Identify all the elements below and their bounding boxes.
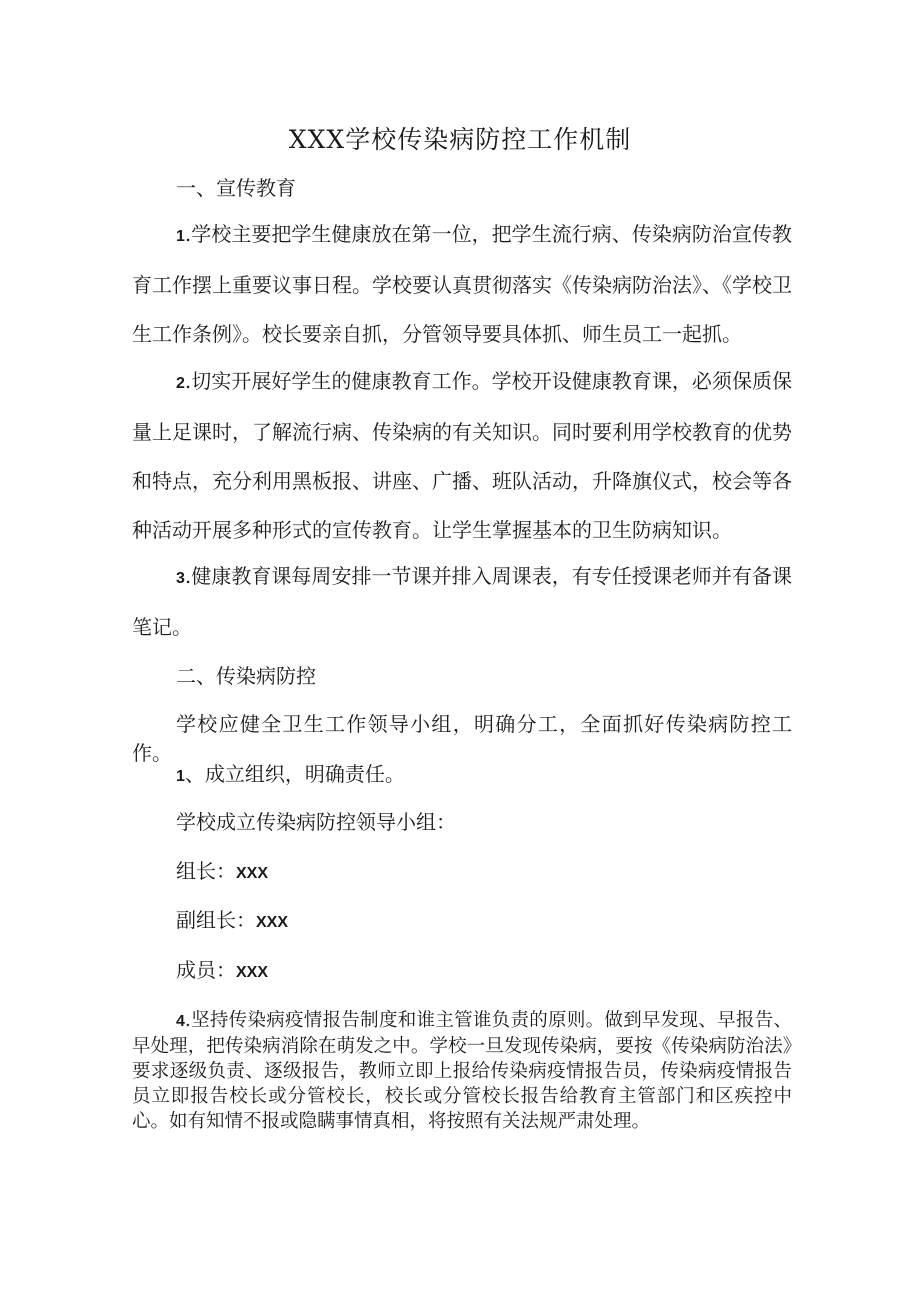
item-number: 2: [176, 375, 185, 392]
item-text: .学校主要把学生健康放在第一位，把学生流行病、传染病防治宣传教育工作摆上重要议事日程。学校要认真贯彻落实《传染病防治法》、《学校卫生工作条例》。校长要亲自抓，分管领导要具体抓、师生员工一起抓。: [132, 222, 792, 346]
members-name: XXX: [236, 964, 269, 981]
deputy-name: XXX: [256, 914, 289, 931]
group-label: 学校成立传染病防控领导小组：: [176, 810, 456, 834]
section1-item-1: [132, 210, 792, 359]
group-deputy: [132, 904, 792, 933]
leader-name: XXX: [236, 865, 269, 882]
item-number: 4: [176, 1013, 185, 1030]
leader-label: 组长：: [176, 859, 236, 883]
item-number: 3: [176, 570, 185, 587]
members-label: 成员：: [176, 958, 236, 982]
item-number: 1: [176, 768, 185, 785]
section1-item-2: [132, 357, 792, 555]
section2-item-1: [132, 758, 792, 787]
document-title: XXX学校传染病防控工作机制: [288, 125, 632, 154]
section2-item-4: [132, 1008, 792, 1134]
item-text: 、成立组织，明确责任。: [184, 762, 405, 786]
item-text: .健康教育课每周安排一节课并排入周课表，有专任授课老师并有备课笔记。: [132, 564, 792, 639]
section1-heading: 一、宣传教育: [176, 176, 296, 200]
deputy-label: 副组长：: [176, 908, 256, 932]
group-members: [132, 954, 792, 983]
item-number: 1: [176, 228, 185, 245]
item-text: .坚持传染病疫情报告制度和谁主管谁负责的原则。做到早发现、早报告、早处理，把传染病消除在萌发之中。学校一旦发现传染病，要按《传染病防治法》要求逐级负责、逐级报告，教师立即上报给传染病疫情报告员，传染病疫情报告员立即报告校长或分管校长，校长或分管校长报告给教育主管部门和区疾控中心。如有知情不报或隐瞒事情真相，将按照有关法规严肃处理。: [132, 1010, 792, 1132]
section2-intro: 学校应健全卫生工作领导小组，明确分工，全面抓好传染病防控工作。: [132, 712, 792, 765]
section1-item-3: [132, 552, 792, 652]
group-leader: [132, 855, 792, 884]
section2-heading: 二、传染病防控: [176, 664, 316, 688]
item-text: .切实开展好学生的健康教育工作。学校开设健康教育课，必须保质保量上足课时，了解流行病、传染病的有关知识。同时要利用学校教育的优势和特点，充分利用黑板报、讲座、广播、班队活动，升降旗仪式，校会等各种活动开展多种形式的宣传教育。让学生掌握基本的卫生防病知识。: [132, 369, 792, 542]
